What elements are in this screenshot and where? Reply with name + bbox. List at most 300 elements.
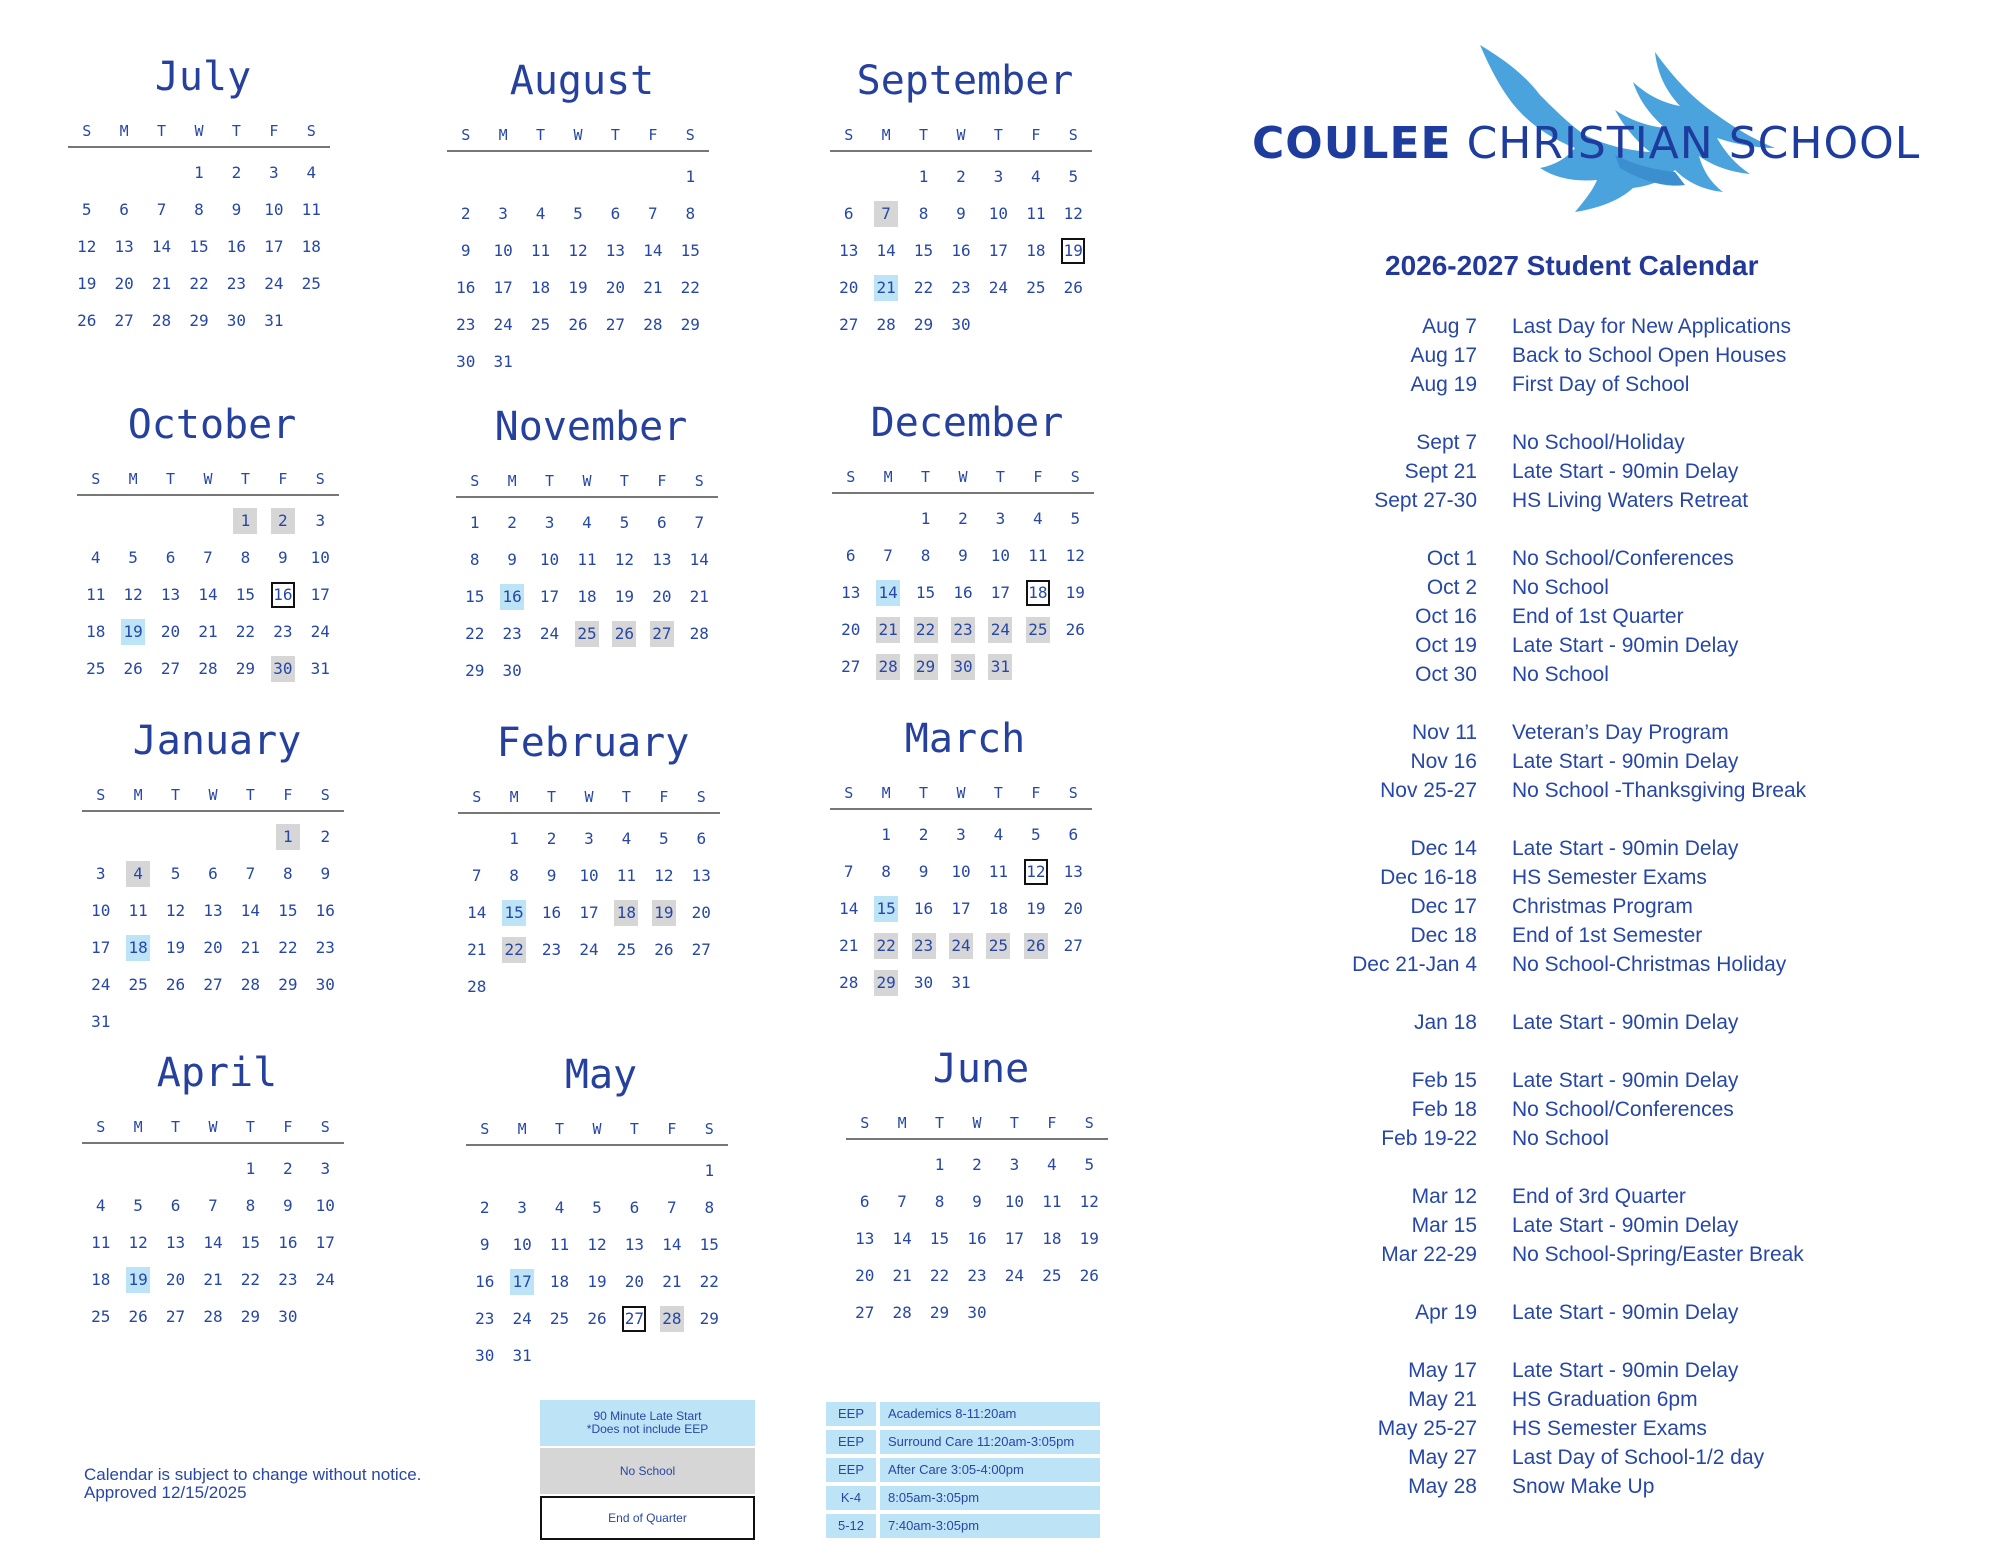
hours-row [826,1458,1100,1482]
day-cell [458,863,495,900]
day-number: 15 [915,583,936,602]
event-row [1320,1385,1960,1414]
day-number: 11 [86,585,106,604]
day-cell [447,238,484,275]
empty-cell [869,506,906,543]
day-cell [180,271,217,308]
day-number: 24 [988,278,1009,297]
day-cell [307,1230,344,1267]
day-number: 20 [841,620,861,639]
event-date: May 27 [1408,1446,1477,1469]
day-number: 26 [654,940,674,959]
event-date: May 25-27 [1377,1417,1477,1440]
day-cell [77,545,114,582]
day-number: 13 [839,241,859,260]
day-number: 31 [951,973,971,992]
day-cell [194,1230,231,1267]
week-row [466,1195,728,1232]
weekday-label: T [993,784,1003,802]
day-number: 3 [95,864,106,883]
day-cell [681,584,718,621]
day-number: 17 [539,587,560,606]
event-row [1320,950,1960,979]
day-number: 28 [876,315,896,334]
empty-cell [578,1158,615,1195]
day-number: 15 [680,241,700,260]
day-number: 18 [530,278,551,297]
day-cell [606,584,643,621]
day-number: 1 [469,513,480,532]
day-number: 1 [245,1159,256,1178]
event-description: Late Start - 90min Delay [1512,634,1739,657]
empty-cell [495,974,532,1011]
empty-cell [522,164,559,201]
day-cell [293,160,330,197]
week-row [846,1152,1108,1189]
event-date: Oct 16 [1415,605,1477,628]
empty-cell [846,1152,883,1189]
day-cell [681,510,718,547]
empty-cell [82,824,119,861]
day-cell [907,543,944,580]
day-cell [232,861,269,898]
day-number: 2 [507,513,517,532]
day-number: 11 [988,862,1009,881]
day-cell [447,275,484,312]
weekday-label: F [1047,1114,1057,1132]
weekday-label: S [860,1114,870,1132]
weekday-label: M [498,126,508,144]
day-number: 21 [892,1266,912,1285]
empty-cell [1019,654,1056,691]
empty-cell [830,822,867,859]
day-number: 19 [126,1267,150,1293]
day-number: 10 [315,1196,335,1215]
day-cell [1055,164,1092,201]
day-cell [691,1232,728,1269]
day-cell [942,312,979,349]
day-number: 29 [929,1303,950,1322]
weekday-label: W [573,126,583,144]
event-description: No School [1512,1127,1609,1150]
weekday-label: T [919,784,929,802]
week-row [68,308,330,345]
day-cell [1017,275,1054,312]
day-cell [157,861,194,898]
events-list [1320,312,1960,1530]
day-cell [447,349,484,386]
weekday-label: T [547,788,557,806]
weekday-label: W [972,1114,982,1132]
empty-cell [189,508,226,545]
weekday-label: T [245,1118,255,1136]
day-cell [643,621,680,658]
week-row [77,582,339,619]
day-cell [264,619,301,656]
day-cell [194,1193,231,1230]
day-cell [114,619,151,656]
day-cell [82,935,119,972]
day-cell [597,201,634,238]
weekday-header [77,470,339,496]
day-cell [194,1267,231,1304]
day-cell [493,658,530,695]
day-number: 6 [1068,825,1079,844]
day-cell [672,201,709,238]
event-description: Late Start - 90min Delay [1512,1011,1739,1034]
day-number: 22 [680,278,700,297]
day-cell [232,1267,269,1304]
day-cell [958,1152,995,1189]
day-number: 7 [667,1198,677,1217]
day-cell [189,656,226,693]
day-cell [672,275,709,312]
day-number: 8 [934,1192,945,1211]
day-number: 12 [614,550,635,569]
day-cell [568,510,605,547]
day-cell [269,935,306,972]
day-number: 25 [301,274,321,293]
day-number: 26 [165,975,186,994]
day-cell [119,1304,156,1341]
day-cell [691,1195,728,1232]
day-number: 26 [587,1309,607,1328]
weekday-label: M [507,472,517,490]
empty-cell [1071,1300,1108,1337]
day-cell [447,312,484,349]
week-row [77,656,339,693]
day-number: 16 [967,1229,987,1248]
day-cell [105,271,142,308]
day-cell [578,1195,615,1232]
day-number: 14 [643,241,663,260]
day-number: 3 [315,511,326,530]
event-description: No School [1512,576,1609,599]
day-cell [653,1306,690,1343]
day-number: 30 [951,315,971,334]
month-title: October [127,402,297,448]
day-cell [522,312,559,349]
day-cell [302,508,339,545]
event-row [1320,776,1960,805]
week-row [830,275,1092,312]
hours-group: K-4 [826,1486,876,1510]
day-number: 21 [662,1272,682,1291]
month-title: January [132,718,302,764]
day-number: 25 [1042,1266,1062,1285]
day-cell [643,584,680,621]
day-number: 6 [610,204,621,223]
day-cell [683,900,720,937]
day-cell [559,312,596,349]
day-cell [493,584,530,621]
day-number: 22 [278,938,298,957]
day-number: 4 [535,204,546,223]
event-description: Last Day of School-1/2 day [1512,1446,1765,1469]
event-date: Mar 12 [1411,1185,1477,1208]
event-group [1320,312,1960,399]
month-august [447,56,717,386]
event-description: Late Start - 90min Delay [1512,1069,1739,1092]
weekday-label: T [993,126,1003,144]
day-number: 5 [592,1198,602,1217]
week-row [458,937,720,974]
day-cell [533,900,570,937]
day-cell [119,861,156,898]
day-number: 9 [507,550,517,569]
event-description: First Day of School [1512,373,1690,396]
event-row [1320,573,1960,602]
day-number: 2 [271,508,295,534]
day-cell [119,1230,156,1267]
day-number: 10 [310,548,330,567]
weekday-label: T [157,122,167,140]
event-date: Feb 18 [1411,1098,1477,1121]
day-number: 21 [203,1270,223,1289]
day-number: 9 [972,1192,982,1211]
month-title: July [154,54,252,100]
day-cell [832,617,869,654]
weekday-label: S [1068,126,1078,144]
day-number: 17 [988,241,1009,260]
day-cell [616,1232,653,1269]
day-cell [683,937,720,974]
week-row [466,1232,728,1269]
day-number: 1 [276,824,300,850]
day-number: 18 [1026,580,1050,606]
day-number: 2 [546,829,557,848]
day-cell [157,935,194,972]
day-cell [921,1152,958,1189]
empty-cell [606,658,643,695]
empty-cell [307,1304,344,1341]
day-number: 7 [203,548,213,567]
hours-group: EEP [826,1430,876,1454]
empty-cell [152,508,189,545]
event-description: No School/Conferences [1512,1098,1734,1121]
day-number: 24 [493,315,513,334]
day-number: 19 [568,278,588,297]
day-cell [152,545,189,582]
day-number: 30 [315,975,335,994]
day-number: 8 [704,1198,715,1217]
day-cell [157,1304,194,1341]
day-cell [218,308,255,345]
day-cell [944,654,981,691]
day-number: 8 [918,204,929,223]
weekday-label: T [621,788,631,806]
day-number: 21 [467,940,487,959]
weekday-label: S [1068,784,1078,802]
weekday-label: F [1031,126,1041,144]
day-number: 16 [271,582,295,608]
month-september [830,56,1100,349]
day-cell [982,617,1019,654]
day-cell [255,271,292,308]
event-date: Mar 15 [1411,1214,1477,1237]
day-cell [484,275,521,312]
day-cell [634,312,671,349]
day-number: 9 [546,866,557,885]
day-cell [269,824,306,861]
day-number: 6 [696,829,707,848]
day-cell [1017,822,1054,859]
day-cell [634,201,671,238]
hours-group: 5-12 [826,1514,876,1538]
day-number: 24 [988,617,1012,643]
empty-cell [119,1156,156,1193]
week-row [830,238,1092,275]
day-cell [905,164,942,201]
day-number: 14 [689,550,709,569]
day-number: 12 [568,241,588,260]
week-row [846,1226,1108,1263]
day-cell [1033,1226,1070,1263]
day-number: 5 [1084,1155,1095,1174]
empty-cell [269,1009,306,1046]
day-cell [456,658,493,695]
month-april [82,1048,352,1341]
weekday-label: T [629,1120,639,1138]
hours-group: EEP [826,1402,876,1426]
event-row [1320,602,1960,631]
day-cell [568,547,605,584]
day-cell [503,1232,540,1269]
day-number: 9 [918,862,929,881]
day-cell [119,972,156,1009]
event-row [1320,341,1960,370]
day-cell [944,617,981,654]
empty-cell [559,164,596,201]
event-date: Feb 19-22 [1381,1127,1477,1150]
day-cell [307,824,344,861]
day-cell [456,621,493,658]
day-cell [568,584,605,621]
day-number: 27 [691,940,711,959]
day-cell [493,621,530,658]
day-number: 29 [465,661,485,680]
day-cell [189,545,226,582]
day-number: 23 [278,1270,298,1289]
event-row [1320,921,1960,950]
day-number: 19 [1065,583,1085,602]
day-number: 6 [629,1198,640,1217]
weekday-label: M [883,468,893,486]
day-cell [232,972,269,1009]
day-cell [559,201,596,238]
day-cell [578,1232,615,1269]
weekday-label: S [472,788,482,806]
day-cell [114,545,151,582]
event-group [1320,1356,1960,1501]
day-cell [180,197,217,234]
day-cell [68,234,105,271]
event-date: Feb 15 [1411,1069,1477,1092]
week-row [456,658,718,695]
weekday-label: S [320,786,330,804]
event-date: Aug 19 [1410,373,1477,396]
day-number: 16 [500,584,524,610]
day-cell [68,308,105,345]
week-row [830,859,1092,896]
day-cell [143,271,180,308]
day-cell [541,1195,578,1232]
weekday-label: S [846,468,856,486]
day-number: 4 [90,548,101,567]
day-number: 22 [874,933,898,959]
day-cell [218,234,255,271]
day-cell [1057,580,1094,617]
day-cell [194,972,231,1009]
day-number: 7 [208,1196,218,1215]
day-number: 23 [951,617,975,643]
weekday-header [82,786,344,812]
day-cell [958,1226,995,1263]
day-number: 4 [621,829,632,848]
day-cell [302,582,339,619]
day-number: 18 [1026,241,1046,260]
empty-cell [559,349,596,386]
week-row [466,1269,728,1306]
day-number: 3 [956,825,966,844]
day-number: 18 [86,622,106,641]
week-row [458,826,720,863]
weekday-label: T [231,122,241,140]
day-number: 18 [549,1272,570,1291]
week-row [82,1193,344,1230]
month-june [846,1044,1116,1337]
day-cell [616,1195,653,1232]
day-number: 8 [469,550,480,569]
day-cell [608,826,645,863]
day-cell [597,238,634,275]
day-number: 5 [170,864,181,883]
weekday-label: F [269,122,279,140]
day-cell [606,621,643,658]
day-number: 9 [278,548,288,567]
day-cell [269,1230,306,1267]
day-cell [832,580,869,617]
day-cell [1055,822,1092,859]
day-number: 5 [659,829,669,848]
day-number: 21 [839,936,859,955]
week-row [447,164,709,201]
weekday-label: T [245,786,255,804]
week-row [82,1156,344,1193]
empty-cell [570,974,607,1011]
hours-row [826,1430,1100,1454]
week-row [832,506,1094,543]
day-number: 5 [133,1196,143,1215]
weekday-label: W [208,786,218,804]
day-cell [189,582,226,619]
day-number: 11 [1028,546,1048,565]
day-number: 3 [993,167,1004,186]
day-cell [82,1193,119,1230]
day-number: 16 [456,278,476,297]
day-cell [830,970,867,1007]
day-number: 4 [554,1198,565,1217]
day-cell [119,1267,156,1304]
day-cell [493,510,530,547]
event-row [1320,1414,1960,1443]
day-cell [905,275,942,312]
day-cell [503,1195,540,1232]
day-cell [1017,238,1054,275]
day-cell [264,656,301,693]
week-row [832,580,1094,617]
day-cell [157,1267,194,1304]
